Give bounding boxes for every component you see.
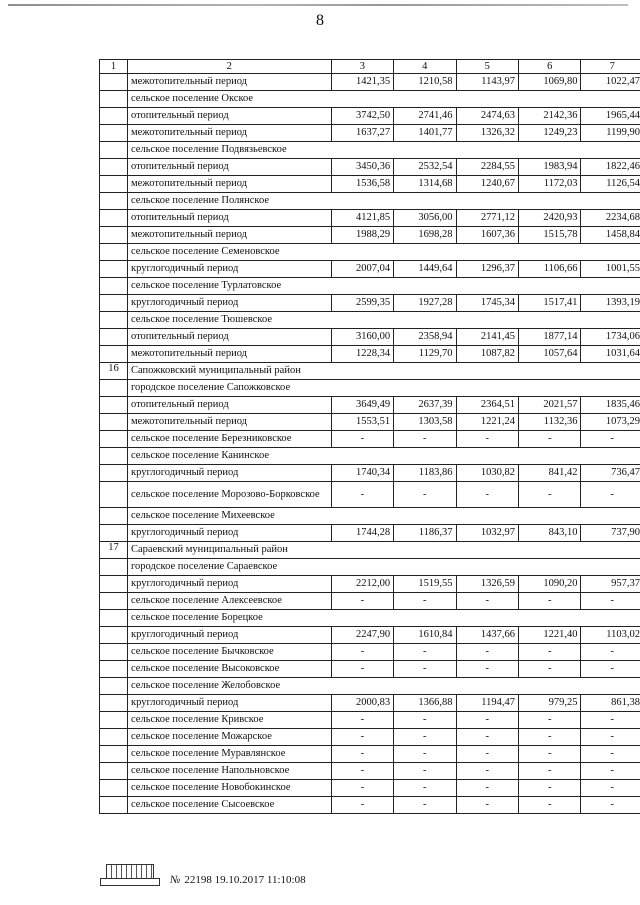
- value-cell: 1186,37: [394, 525, 456, 542]
- table-row: [100, 465, 640, 482]
- value-cell: 1129,70: [394, 346, 456, 363]
- table-section-row: [100, 508, 640, 525]
- row-name-cell: сельское поселение Морозово-Борковское: [128, 482, 332, 508]
- table-section-row: [100, 559, 640, 576]
- row-number-cell: [100, 678, 128, 695]
- value-cell: -: [394, 729, 456, 746]
- value-cell: 1698,28: [394, 227, 456, 244]
- value-cell: 1069,80: [519, 74, 581, 91]
- row-name-cell: сельское поселение Муравлянское: [128, 746, 332, 763]
- value-cell: -: [331, 431, 393, 448]
- row-name-cell: сельское поселение Турлатовское: [128, 278, 640, 295]
- row-name-cell: сельское поселение Напольновское: [128, 763, 332, 780]
- value-cell: 1314,68: [394, 176, 456, 193]
- value-cell: 2284,55: [456, 159, 518, 176]
- row-name-cell: отопительный период: [128, 397, 332, 414]
- row-number-cell: [100, 627, 128, 644]
- row-name-cell: сельское поселение Кривское: [128, 712, 332, 729]
- value-cell: 2141,45: [456, 329, 518, 346]
- value-cell: 3649,49: [331, 397, 393, 414]
- row-name-cell: отопительный период: [128, 108, 332, 125]
- row-number-cell: [100, 176, 128, 193]
- value-cell: -: [581, 482, 640, 508]
- value-cell: -: [331, 712, 393, 729]
- row-number-cell: [100, 210, 128, 227]
- value-cell: -: [581, 729, 640, 746]
- value-cell: -: [394, 712, 456, 729]
- table-row: [100, 482, 640, 508]
- value-cell: 1983,94: [519, 159, 581, 176]
- row-number-cell: [100, 508, 128, 525]
- table-row: [100, 210, 640, 227]
- row-name-cell: сельское поселение Михеевское: [128, 508, 640, 525]
- table-row: [100, 74, 640, 91]
- value-cell: 1927,28: [394, 295, 456, 312]
- value-cell: 1366,88: [394, 695, 456, 712]
- value-cell: 3450,36: [331, 159, 393, 176]
- row-name-cell: Сараевский муниципальный район: [128, 542, 640, 559]
- value-cell: 1822,46: [581, 159, 640, 176]
- value-cell: 1228,34: [331, 346, 393, 363]
- value-cell: 1022,47: [581, 74, 640, 91]
- row-number-cell: [100, 465, 128, 482]
- table-row: [100, 644, 640, 661]
- value-cell: 1536,58: [331, 176, 393, 193]
- row-number-cell: [100, 295, 128, 312]
- row-number-cell: [100, 108, 128, 125]
- table-row: [100, 763, 640, 780]
- value-cell: -: [331, 593, 393, 610]
- value-cell: -: [456, 763, 518, 780]
- value-cell: -: [456, 746, 518, 763]
- row-name-cell: круглогодичный период: [128, 695, 332, 712]
- value-cell: -: [581, 763, 640, 780]
- value-cell: 1132,36: [519, 414, 581, 431]
- row-number-cell: [100, 559, 128, 576]
- row-number-cell: [100, 278, 128, 295]
- row-name-cell: межотопительный период: [128, 346, 332, 363]
- value-cell: -: [456, 712, 518, 729]
- value-cell: 1607,36: [456, 227, 518, 244]
- value-cell: 1221,24: [456, 414, 518, 431]
- row-name-cell: круглогодичный период: [128, 465, 332, 482]
- value-cell: 737,90: [581, 525, 640, 542]
- row-number-cell: [100, 729, 128, 746]
- value-cell: 1172,03: [519, 176, 581, 193]
- row-name-cell: отопительный период: [128, 159, 332, 176]
- row-number-cell: 16: [100, 363, 128, 380]
- value-cell: 1437,66: [456, 627, 518, 644]
- value-cell: -: [394, 661, 456, 678]
- row-number-cell: [100, 576, 128, 593]
- row-name-cell: сельское поселение Новобокинское: [128, 780, 332, 797]
- table-row: [100, 525, 640, 542]
- value-cell: 1143,97: [456, 74, 518, 91]
- row-number-cell: [100, 159, 128, 176]
- value-cell: -: [519, 712, 581, 729]
- value-cell: 2741,46: [394, 108, 456, 125]
- value-cell: 1734,06: [581, 329, 640, 346]
- row-number-cell: [100, 610, 128, 627]
- stamp-mark: №: [170, 874, 181, 886]
- value-cell: 1740,34: [331, 465, 393, 482]
- value-cell: 957,37: [581, 576, 640, 593]
- value-cell: -: [456, 661, 518, 678]
- value-cell: 2000,83: [331, 695, 393, 712]
- row-number-cell: [100, 661, 128, 678]
- table-row: [100, 125, 640, 142]
- row-number-cell: [100, 125, 128, 142]
- row-name-cell: круглогодичный период: [128, 576, 332, 593]
- table-section-row: [100, 542, 640, 559]
- value-cell: 1458,84: [581, 227, 640, 244]
- value-cell: 1449,64: [394, 261, 456, 278]
- row-number-cell: [100, 312, 128, 329]
- value-cell: 1988,29: [331, 227, 393, 244]
- table-row: [100, 414, 640, 431]
- row-name-cell: сельское поселение Полянское: [128, 193, 640, 210]
- table-section-row: [100, 448, 640, 465]
- value-cell: -: [331, 797, 393, 814]
- value-cell: 1221,40: [519, 627, 581, 644]
- table-row: [100, 661, 640, 678]
- row-number-cell: [100, 346, 128, 363]
- row-number-cell: [100, 746, 128, 763]
- value-cell: 2358,94: [394, 329, 456, 346]
- table-row: [100, 261, 640, 278]
- table-section-row: [100, 193, 640, 210]
- value-cell: -: [581, 431, 640, 448]
- table-row: [100, 295, 640, 312]
- row-name-cell: круглогодичный период: [128, 261, 332, 278]
- row-number-cell: [100, 380, 128, 397]
- value-cell: -: [456, 729, 518, 746]
- row-number-cell: [100, 397, 128, 414]
- value-cell: -: [394, 763, 456, 780]
- row-name-cell: отопительный период: [128, 210, 332, 227]
- row-number-cell: [100, 74, 128, 91]
- table-row: [100, 695, 640, 712]
- row-name-cell: отопительный период: [128, 329, 332, 346]
- value-cell: 1032,97: [456, 525, 518, 542]
- registration-stamp: [170, 874, 306, 886]
- value-cell: 861,38: [581, 695, 640, 712]
- value-cell: -: [394, 431, 456, 448]
- row-number-cell: [100, 244, 128, 261]
- value-cell: 1057,64: [519, 346, 581, 363]
- row-name-cell: городское поселение Сараевское: [128, 559, 640, 576]
- value-cell: 2637,39: [394, 397, 456, 414]
- value-cell: 1296,37: [456, 261, 518, 278]
- stamp-text: 22198 19.10.2017 11:10:08: [184, 874, 306, 886]
- scan-edge-line: [8, 4, 628, 6]
- value-cell: 1194,47: [456, 695, 518, 712]
- row-name-cell: сельское поселение Сысоевское: [128, 797, 332, 814]
- row-name-cell: межотопительный период: [128, 227, 332, 244]
- value-cell: -: [394, 593, 456, 610]
- value-cell: 4121,85: [331, 210, 393, 227]
- table-section-row: [100, 312, 640, 329]
- row-name-cell: сельское поселение Желобовское: [128, 678, 640, 695]
- row-name-cell: межотопительный период: [128, 125, 332, 142]
- table-section-row: [100, 380, 640, 397]
- value-cell: -: [519, 431, 581, 448]
- table-section-row: [100, 91, 640, 108]
- tariff-table: [99, 59, 640, 814]
- value-cell: 1326,32: [456, 125, 518, 142]
- row-number-cell: [100, 91, 128, 108]
- value-cell: 1401,77: [394, 125, 456, 142]
- row-number-cell: [100, 431, 128, 448]
- table-row: [100, 431, 640, 448]
- value-cell: 2247,90: [331, 627, 393, 644]
- value-cell: -: [581, 644, 640, 661]
- table-section-row: [100, 678, 640, 695]
- table-row: [100, 712, 640, 729]
- value-cell: 1421,35: [331, 74, 393, 91]
- value-cell: -: [331, 482, 393, 508]
- value-cell: 979,25: [519, 695, 581, 712]
- row-number-cell: [100, 525, 128, 542]
- value-cell: 2364,51: [456, 397, 518, 414]
- value-cell: -: [519, 780, 581, 797]
- header-cell: 1: [100, 60, 128, 74]
- table-row: [100, 397, 640, 414]
- table-header-row: [100, 60, 640, 74]
- table-row: [100, 227, 640, 244]
- value-cell: 1031,64: [581, 346, 640, 363]
- value-cell: -: [519, 746, 581, 763]
- value-cell: 1073,29: [581, 414, 640, 431]
- row-name-cell: сельское поселение Семеновское: [128, 244, 640, 261]
- value-cell: -: [519, 763, 581, 780]
- table-row: [100, 159, 640, 176]
- value-cell: 841,42: [519, 465, 581, 482]
- row-name-cell: сельское поселение Подвязьевское: [128, 142, 640, 159]
- row-number-cell: [100, 712, 128, 729]
- table-section-row: [100, 142, 640, 159]
- value-cell: 2007,04: [331, 261, 393, 278]
- value-cell: 1637,27: [331, 125, 393, 142]
- row-number-cell: [100, 482, 128, 508]
- table-section-row: [100, 610, 640, 627]
- row-name-cell: сельское поселение Высоковское: [128, 661, 332, 678]
- value-cell: -: [331, 763, 393, 780]
- row-number-cell: [100, 780, 128, 797]
- row-number-cell: [100, 448, 128, 465]
- row-name-cell: круглогодичный период: [128, 627, 332, 644]
- value-cell: -: [456, 780, 518, 797]
- value-cell: 1199,90: [581, 125, 640, 142]
- row-number-cell: [100, 644, 128, 661]
- table-row: [100, 108, 640, 125]
- value-cell: -: [581, 593, 640, 610]
- row-name-cell: сельское поселение Березниковское: [128, 431, 332, 448]
- value-cell: 2142,36: [519, 108, 581, 125]
- value-cell: -: [456, 431, 518, 448]
- value-cell: 2771,12: [456, 210, 518, 227]
- value-cell: 1030,82: [456, 465, 518, 482]
- row-number-cell: [100, 227, 128, 244]
- table-section-row: [100, 363, 640, 380]
- value-cell: 2474,63: [456, 108, 518, 125]
- value-cell: 1090,20: [519, 576, 581, 593]
- row-number-cell: [100, 193, 128, 210]
- row-name-cell: городское поселение Сапожковское: [128, 380, 640, 397]
- row-name-cell: сельское поселение Можарское: [128, 729, 332, 746]
- header-cell: 2: [128, 60, 332, 74]
- row-number-cell: [100, 593, 128, 610]
- value-cell: 1610,84: [394, 627, 456, 644]
- row-name-cell: Сапожковский муниципальный район: [128, 363, 640, 380]
- header-cell: 6: [519, 60, 581, 74]
- value-cell: -: [581, 661, 640, 678]
- value-cell: -: [519, 593, 581, 610]
- table-row: [100, 797, 640, 814]
- value-cell: 1515,78: [519, 227, 581, 244]
- value-cell: 3056,00: [394, 210, 456, 227]
- value-cell: -: [394, 746, 456, 763]
- table-row: [100, 576, 640, 593]
- value-cell: -: [456, 482, 518, 508]
- page-number: 8: [316, 12, 324, 29]
- value-cell: 2532,54: [394, 159, 456, 176]
- value-cell: 1877,14: [519, 329, 581, 346]
- value-cell: 1517,41: [519, 295, 581, 312]
- value-cell: -: [394, 482, 456, 508]
- value-cell: -: [581, 712, 640, 729]
- value-cell: 2420,93: [519, 210, 581, 227]
- value-cell: 1249,23: [519, 125, 581, 142]
- value-cell: 2234,68: [581, 210, 640, 227]
- row-number-cell: [100, 414, 128, 431]
- header-cell: 5: [456, 60, 518, 74]
- row-name-cell: межотопительный период: [128, 414, 332, 431]
- value-cell: 736,47: [581, 465, 640, 482]
- row-number-cell: 17: [100, 542, 128, 559]
- row-name-cell: круглогодичный период: [128, 525, 332, 542]
- row-name-cell: сельское поселение Борецкое: [128, 610, 640, 627]
- value-cell: 2599,35: [331, 295, 393, 312]
- value-cell: 1744,28: [331, 525, 393, 542]
- value-cell: -: [519, 644, 581, 661]
- value-cell: 843,10: [519, 525, 581, 542]
- value-cell: -: [519, 729, 581, 746]
- table-row: [100, 780, 640, 797]
- value-cell: 1519,55: [394, 576, 456, 593]
- row-number-cell: [100, 142, 128, 159]
- value-cell: -: [331, 661, 393, 678]
- table-section-row: [100, 244, 640, 261]
- value-cell: -: [394, 644, 456, 661]
- row-number-cell: [100, 797, 128, 814]
- value-cell: -: [331, 780, 393, 797]
- row-name-cell: сельское поселение Окское: [128, 91, 640, 108]
- row-number-cell: [100, 261, 128, 278]
- value-cell: 1965,44: [581, 108, 640, 125]
- registry-seal-icon: [100, 862, 160, 886]
- value-cell: 1103,02: [581, 627, 640, 644]
- row-name-cell: сельское поселение Канинское: [128, 448, 640, 465]
- value-cell: -: [581, 746, 640, 763]
- value-cell: -: [331, 644, 393, 661]
- table-row: [100, 746, 640, 763]
- table-row: [100, 329, 640, 346]
- row-name-cell: круглогодичный период: [128, 295, 332, 312]
- table-row: [100, 627, 640, 644]
- value-cell: 1303,58: [394, 414, 456, 431]
- table-row: [100, 593, 640, 610]
- value-cell: 1106,66: [519, 261, 581, 278]
- value-cell: 1210,58: [394, 74, 456, 91]
- value-cell: 1001,55: [581, 261, 640, 278]
- row-number-cell: [100, 695, 128, 712]
- row-number-cell: [100, 763, 128, 780]
- value-cell: 2021,57: [519, 397, 581, 414]
- value-cell: 2212,00: [331, 576, 393, 593]
- table-section-row: [100, 278, 640, 295]
- value-cell: -: [581, 780, 640, 797]
- value-cell: -: [394, 797, 456, 814]
- row-name-cell: сельское поселение Алексеевское: [128, 593, 332, 610]
- value-cell: 1126,54: [581, 176, 640, 193]
- row-name-cell: межотопительный период: [128, 176, 332, 193]
- value-cell: 1393,19: [581, 295, 640, 312]
- value-cell: -: [519, 797, 581, 814]
- row-name-cell: сельское поселение Тюшевское: [128, 312, 640, 329]
- value-cell: 3742,50: [331, 108, 393, 125]
- value-cell: -: [331, 746, 393, 763]
- value-cell: 1553,51: [331, 414, 393, 431]
- table-row: [100, 346, 640, 363]
- value-cell: -: [394, 780, 456, 797]
- value-cell: 1745,34: [456, 295, 518, 312]
- value-cell: 1326,59: [456, 576, 518, 593]
- header-cell: 4: [394, 60, 456, 74]
- header-cell: 7: [581, 60, 640, 74]
- value-cell: -: [581, 797, 640, 814]
- row-name-cell: межотопительный период: [128, 74, 332, 91]
- table-row: [100, 176, 640, 193]
- value-cell: -: [519, 661, 581, 678]
- value-cell: 1240,67: [456, 176, 518, 193]
- value-cell: -: [519, 482, 581, 508]
- value-cell: 3160,00: [331, 329, 393, 346]
- row-name-cell: сельское поселение Бычковское: [128, 644, 332, 661]
- value-cell: -: [456, 797, 518, 814]
- header-cell: 3: [331, 60, 393, 74]
- table-row: [100, 729, 640, 746]
- value-cell: -: [331, 729, 393, 746]
- value-cell: -: [456, 593, 518, 610]
- document-footer: [100, 860, 306, 886]
- value-cell: 1087,82: [456, 346, 518, 363]
- value-cell: 1835,46: [581, 397, 640, 414]
- value-cell: -: [456, 644, 518, 661]
- row-number-cell: [100, 329, 128, 346]
- value-cell: 1183,86: [394, 465, 456, 482]
